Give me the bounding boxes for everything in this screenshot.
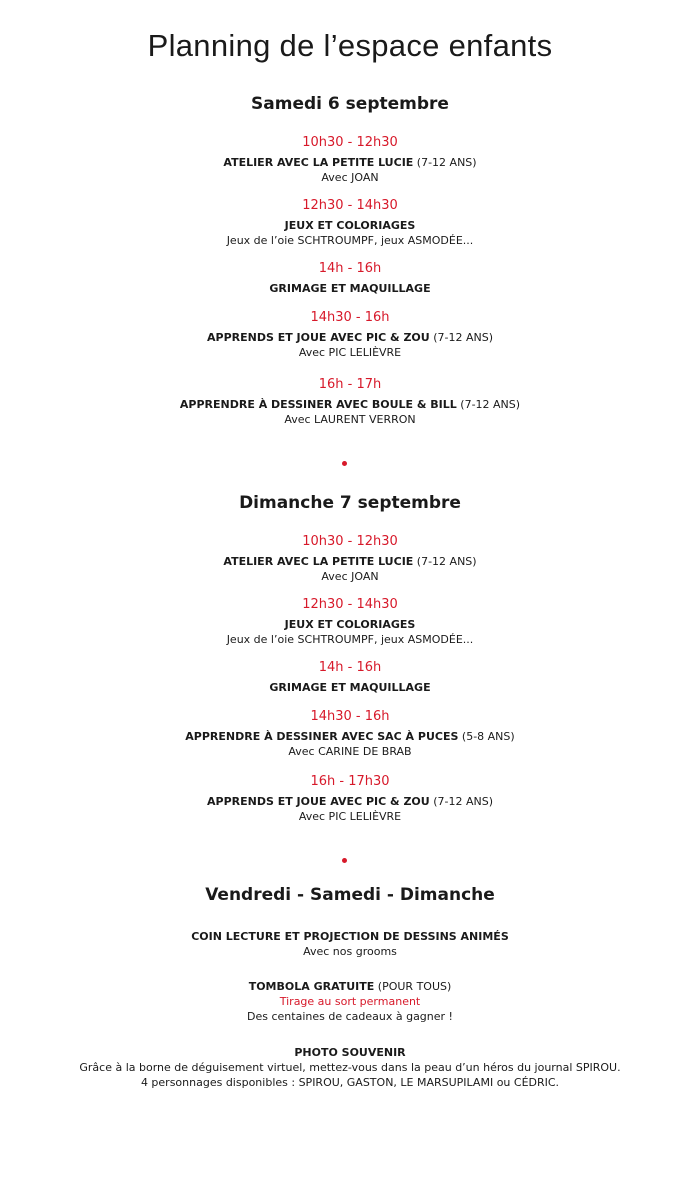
photo-line-1: Grâce à la borne de déguisement virtuel, mettez-vous dans la peau d’un héros du journal SPIROU. [79,1061,621,1074]
saturday-slot-5 [0,376,700,427]
slot-time: 12h30 - 14h30 [302,597,398,612]
tombola-detail: Des centaines de cadeaux à gagner ! [247,1010,453,1023]
slot-time: 10h30 - 12h30 [302,534,398,549]
slot-detail: Avec PIC LELIÈVRE [298,346,402,359]
sunday-slot-5 [0,773,700,824]
sunday-slot-4 [0,708,700,759]
sunday-slot-2 [0,596,700,647]
saturday-slot-1 [0,134,700,185]
slot-detail: Avec CARINE DE BRAB [288,745,412,758]
slot-activity: GRIMAGE ET MAQUILLAGE [269,282,431,295]
slot-age: (7-12 ANS) [416,555,477,568]
photo-title: PHOTO SOUVENIR [294,1046,406,1059]
photo-line-2: 4 personnages disponibles : SPIROU, GASTON, LE MARSUPILAMI ou CÉDRIC. [140,1076,560,1089]
tombola-note: (POUR TOUS) [377,980,452,993]
photo-souvenir [0,1045,700,1090]
page-title: Planning de l’espace enfants [147,28,553,63]
slot-activity: APPRENDRE À DESSINER AVEC SAC À PUCES [185,730,459,743]
slot-activity: ATELIER AVEC LA PETITE LUCIE [223,555,414,568]
saturday-slot-2 [0,197,700,248]
slot-activity: JEUX ET COLORIAGES [284,618,416,631]
slot-age: (7-12 ANS) [433,331,493,344]
slot-time: 12h30 - 14h30 [302,198,398,213]
slot-time: 10h30 - 12h30 [302,135,398,150]
reading-title: COIN LECTURE ET PROJECTION DE DESSINS ANIMÉS [191,930,509,943]
slot-time: 14h30 - 16h [310,310,390,325]
separator-dot [342,461,347,466]
slot-detail: Avec JOAN [321,171,379,184]
slot-activity: APPRENDRE À DESSINER AVEC BOULE & BILL [179,398,457,411]
slot-age: (7-12 ANS) [460,398,521,411]
saturday-slot-4 [0,309,700,360]
slot-age: (7-12 ANS) [433,795,493,808]
separator-dot [342,858,347,863]
sunday-slot-1 [0,533,700,584]
saturday-slot-3 [0,260,700,296]
reading-detail: Avec nos grooms [303,945,397,958]
slot-age: (7-12 ANS) [416,156,477,169]
tombola [0,979,700,1024]
sunday-slot-3 [0,659,700,695]
reading-corner [0,929,700,959]
slot-time: 14h - 16h [318,660,382,675]
slot-detail: Avec LAURENT VERRON [284,413,416,426]
saturday-heading: Samedi 6 septembre [251,94,449,114]
sunday-heading: Dimanche 7 septembre [239,493,461,513]
slot-detail: Jeux de l’oie SCHTROUMPF, jeux ASMODÉE... [226,633,474,646]
weekend-heading: Vendredi - Samedi - Dimanche [205,885,495,905]
tombola-highlight: Tirage au sort permanent [279,995,421,1008]
slot-detail: Jeux de l’oie SCHTROUMPF, jeux ASMODÉE... [226,234,474,247]
slot-activity: GRIMAGE ET MAQUILLAGE [269,681,431,694]
slot-activity: APPRENDS ET JOUE AVEC PIC & ZOU [207,331,430,344]
slot-activity: JEUX ET COLORIAGES [284,219,416,232]
slot-detail: Avec JOAN [321,570,379,583]
slot-age: (5-8 ANS) [461,730,515,743]
tombola-title: TOMBOLA GRATUITE [248,980,375,993]
slot-detail: Avec PIC LELIÈVRE [298,810,402,823]
slot-activity: ATELIER AVEC LA PETITE LUCIE [223,156,414,169]
slot-activity: APPRENDS ET JOUE AVEC PIC & ZOU [207,795,430,808]
slot-time: 16h - 17h [318,377,382,392]
slot-time: 14h - 16h [318,261,382,276]
slot-time: 16h - 17h30 [310,774,390,789]
slot-time: 14h30 - 16h [310,709,390,724]
